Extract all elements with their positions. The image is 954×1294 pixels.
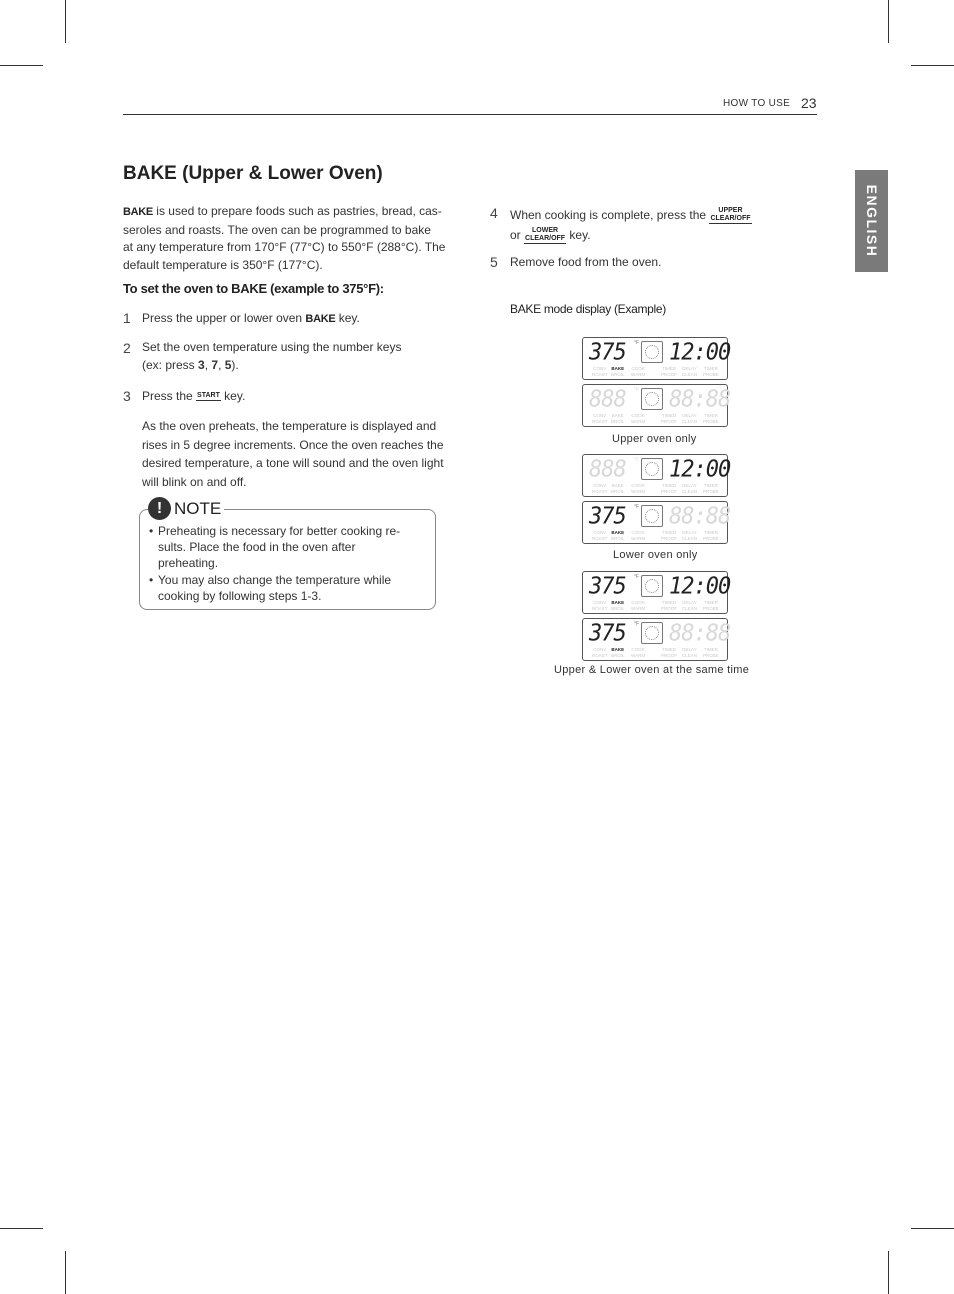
mode-indicator: BAKE BROIL — [611, 647, 625, 658]
mode-indicator: DELAY CLEAN — [682, 647, 698, 658]
upper-oven-display — [582, 337, 731, 380]
mode-indicator: TIMER PROBE — [703, 483, 719, 494]
mode-indicator: COOK WARM — [631, 600, 646, 611]
step-4-text: When cooking is complete, press the UPPER CLEAR/OFF or LOWER CLEAR/OFF key. — [510, 207, 751, 243]
mode-indicator: TIMER PROBE — [703, 647, 719, 658]
upper-oven-display — [582, 571, 731, 614]
step-number: 4 — [490, 205, 498, 221]
mode-indicator: TIMED PROOF — [661, 647, 678, 658]
note-item: • Preheating is necessary for better cooking re- sults. Place the food in the oven after preheating. — [149, 524, 401, 570]
header-section: HOW TO USE — [723, 98, 791, 109]
lower-clear-off-key-icon: LOWER CLEAR/OFF — [525, 227, 566, 243]
step-3-detail: As the oven preheats, the temperature is displayed and rises in 5 degree increments. Once the oven reaches the desired temperature, a tone will sound and the oven light will blink on and off. — [142, 419, 444, 490]
lower-oven-display — [582, 618, 731, 661]
degree-indicator: °F — [634, 504, 640, 510]
mode-indicator: BAKE BROIL — [611, 530, 625, 541]
clock-readout: 12:00 — [669, 339, 731, 366]
upper-oven-display — [582, 454, 731, 497]
clock-readout: 88:88 — [669, 386, 731, 413]
convection-fan-icon — [641, 458, 663, 480]
convection-fan-icon — [641, 341, 663, 363]
header-rule — [123, 114, 817, 115]
mode-indicator: CONV ROAST — [592, 647, 608, 658]
temperature-readout: 888 — [589, 386, 626, 413]
language-tab — [855, 170, 888, 272]
mode-indicator: TIMER PROBE — [703, 366, 719, 377]
lower-oven-display — [582, 384, 731, 427]
mode-indicator: CONV ROAST — [592, 530, 608, 541]
temperature-readout: 375 — [589, 620, 626, 647]
intro-paragraph: BAKE is used to prepare foods such as pastries, bread, cas- seroles and roasts. The oven can be programmed to bake at any temperature from 170°F (77°C) to 550°F (288°C). The default temperature is 350°F (177°C). — [123, 204, 446, 272]
note-header — [148, 497, 224, 520]
mode-indicator: TIMER PROBE — [703, 530, 719, 541]
step-number: 2 — [123, 340, 131, 356]
crop-mark — [0, 1228, 43, 1229]
convection-fan-icon — [641, 575, 663, 597]
crop-mark — [0, 65, 43, 66]
degree-indicator: °F — [634, 457, 640, 463]
mode-indicator: COOK WARM — [631, 647, 646, 658]
page-number: 23 — [801, 95, 817, 111]
steps-heading: To set the oven to BAKE (example to 375°F): — [123, 281, 384, 296]
temperature-readout: 888 — [589, 456, 626, 483]
mode-indicator: DELAY CLEAN — [682, 413, 698, 424]
mode-indicator: COOK WARM — [631, 413, 646, 424]
clock-readout: 12:00 — [669, 573, 731, 600]
crop-mark — [65, 1251, 66, 1294]
step-number: 3 — [123, 388, 131, 404]
upper-clear-off-key-icon: UPPER CLEAR/OFF — [710, 207, 751, 223]
convection-fan-icon — [641, 388, 663, 410]
mode-indicator: BAKE BROIL — [611, 366, 625, 377]
mode-indicator: BAKE BROIL — [611, 600, 625, 611]
mode-indicator: CONV ROAST — [592, 413, 608, 424]
mode-indicator: TIMER PROBE — [703, 413, 719, 424]
start-key-icon: START — [197, 392, 220, 400]
step-2-text: Set the oven temperature using the number keys (ex: press 3, 7, 5). — [142, 340, 402, 372]
clock-readout: 12:00 — [669, 456, 731, 483]
exclamation-icon: ! — [148, 497, 171, 520]
mode-indicator: DELAY CLEAN — [682, 483, 698, 494]
degree-indicator: °F — [634, 574, 640, 580]
mode-indicator: TIMER PROBE — [703, 600, 719, 611]
display-caption: Upper oven only — [612, 433, 697, 445]
degree-indicator: °F — [634, 340, 640, 346]
mode-indicator: COOK WARM — [631, 366, 646, 377]
mode-indicator: TIMED PROOF — [661, 530, 678, 541]
degree-indicator: °F — [634, 621, 640, 627]
step-5-text: Remove food from the oven. — [510, 255, 662, 269]
lower-oven-display — [582, 501, 731, 544]
note-item: • You may also change the temperature while cooking by following steps 1-3. — [149, 573, 392, 603]
mode-indicator: DELAY CLEAN — [682, 530, 698, 541]
display-caption: Lower oven only — [613, 549, 698, 561]
mode-indicator: BAKE BROIL — [611, 413, 625, 424]
mode-indicator: TIMED PROOF — [661, 483, 678, 494]
note-label: NOTE — [174, 498, 222, 518]
temperature-readout: 375 — [589, 503, 626, 530]
step-3-text: Press the START key. — [142, 389, 246, 403]
display-example-title: BAKE mode display (Example) — [510, 302, 666, 316]
step-number: 5 — [490, 254, 498, 270]
temperature-readout: 375 — [589, 339, 626, 366]
mode-indicator: COOK WARM — [631, 483, 646, 494]
mode-indicator: TIMED PROOF — [661, 600, 678, 611]
convection-fan-icon — [641, 622, 663, 644]
bake-key-label: BAKE — [305, 313, 336, 325]
mode-indicator: TIMED PROOF — [661, 366, 678, 377]
mode-indicator: CONV ROAST — [592, 600, 608, 611]
page-title: BAKE (Upper & Lower Oven) — [123, 163, 383, 184]
temperature-readout: 375 — [589, 573, 626, 600]
mode-indicator: COOK WARM — [631, 530, 646, 541]
mode-indicator: CONV ROAST — [592, 483, 608, 494]
mode-indicator: CONV ROAST — [592, 366, 608, 377]
display-caption: Upper & Lower oven at the same time — [554, 664, 750, 676]
clock-readout: 88:88 — [669, 620, 731, 647]
clock-readout: 88:88 — [669, 503, 731, 530]
mode-indicator: BAKE BROIL — [611, 483, 625, 494]
crop-mark — [65, 0, 66, 43]
crop-mark — [888, 0, 889, 43]
mode-indicator: TIMED PROOF — [661, 413, 678, 424]
language-tab-label: ENGLISH — [863, 184, 880, 258]
crop-mark — [911, 1228, 954, 1229]
mode-indicator: DELAY CLEAN — [682, 366, 698, 377]
degree-indicator: °F — [634, 387, 640, 393]
convection-fan-icon — [641, 505, 663, 527]
mode-indicator: DELAY CLEAN — [682, 600, 698, 611]
step-number: 1 — [123, 310, 131, 326]
crop-mark — [888, 1251, 889, 1294]
bake-key-label: BAKE — [123, 206, 153, 218]
crop-mark — [911, 65, 954, 66]
step-1-text: Press the upper or lower oven BAKE key. — [142, 311, 360, 325]
